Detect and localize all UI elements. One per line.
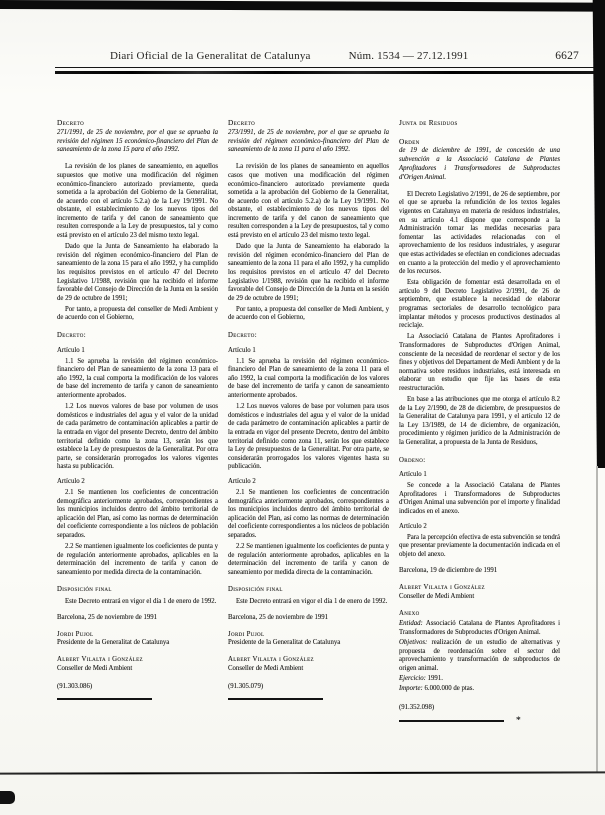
scan-corner-smudge	[0, 791, 15, 804]
section-label: Decreto:	[228, 332, 257, 339]
paragraph: En base a las atribuciones que me otorga el artículo 8.2 de la Ley 2/1990, de 28 de diciembre, de presupuestos de la Generalitat de Catalunya para 1991, y el artículo 12 de la Ley 13/1989, de 14 de diciembre, de organización, procedimiento y régimen jurídico de la Administración de la Generalitat, a propuesta de la Junta de Residuos,	[399, 395, 560, 446]
journal-title: Diari Oficial de la Generalitat de Catalunya	[110, 50, 311, 62]
signature-title: Conseller de Medi Ambient	[228, 664, 304, 672]
paragraph: La revisión de los planes de saneamiento, en aquellos supuestos que motive una modificación del régimen económico-financiero autorizado previamente, queda sometida a la aprobación del Gobierno de la Generalitat, de acuerdo con el artículo 5.2.a) de la Ley 19/1991. No obstante, el establecimiento de los nuevos tipos del incremento de tarifa y del canon de saneamiento que resulten corresponde a la Ley de presupuestos, tal y como está previsto en el artículo 23 del mismo texto legal.	[57, 163, 218, 240]
doc-reference: (91.305.079)	[228, 683, 264, 691]
section-end-rule	[57, 698, 218, 700]
scan-edge-right-faint	[596, 466, 598, 772]
paragraph: Para la percepción efectiva de esta subvención se tendrá que presentar previamente la documentación indicada en el objeto del anexo.	[399, 533, 560, 558]
article-heading: Artículo 2	[228, 477, 256, 485]
doc-reference: (91.303.086)	[57, 683, 93, 691]
signature-title: Presidente de la Generalitat de Catalunya	[228, 639, 341, 647]
signature-title: Conseller de Medi Ambient	[399, 592, 475, 600]
paragraph: Este Decreto entrará en vigor el día 1 de enero de 1992.	[236, 597, 388, 605]
signature-name: Albert Vilalta i González	[399, 584, 485, 592]
end-rule-line	[228, 698, 323, 700]
annex-item: Objetivos: realización de un estudio de alternativas y propuesta de reordenación sobre el sector del aprovechamiento y transformación de subproductos de origen animal.	[399, 639, 561, 672]
article-heading: Artículo 2	[57, 477, 85, 485]
section-label: Disposición final	[57, 586, 112, 594]
bottom-page-rule	[0, 771, 605, 774]
dateline: Barcelona, 25 de noviembre de 1991	[228, 614, 329, 622]
decree-title: 273/1991, de 25 de noviembre, por el que se aprueba la revisión del régimen económico-financiero del Plan de saneamiento de la zona 11 para el año 1992.	[228, 128, 389, 154]
decree-title: 271/1991, de 25 de noviembre, por el que se aprueba la revisión del régimen 15 económico-financiero del Plan de saneamiento de la zona 15 para el año 1992.	[57, 128, 218, 154]
column-junta-residuos	[399, 118, 561, 727]
article-heading: Artículo 2	[399, 522, 427, 530]
paragraph: Esta obligación de fomentar está desarrollada en el artículo 9 del Decreto Legislativo 2/1991, de 26 de septiembre, que establece la necesidad de elaborar programas sectoriales de desarrollo tecnológico para implantar métodos y procesos productivos destinados al reciclaje.	[399, 279, 560, 330]
paragraph: Este Decreto entrará en vigor el día 1 de enero de 1992.	[65, 597, 217, 605]
section-heading: Decreto	[57, 118, 85, 127]
paragraph: 2.2 Se mantienen igualmente los coeficientes de punta y de regulación anteriormente aprobados, aplicables en la determinación del incremento de tarifa y canon de saneamiento por medida directa de la contaminación.	[57, 543, 218, 576]
paragraph: Se concede a la Associació Catalana de Plantes Aprofitadores i Transformadores de Subproductes d'Origen Animal una subvención por el importe y finalidad indicados en el anexo.	[399, 482, 560, 515]
asterisk-mark: *	[516, 716, 521, 727]
doc-reference: (91.352.098)	[399, 703, 435, 711]
dateline: Barcelona, 19 de diciembre de 1991	[399, 567, 498, 575]
annex-item: Importe: 6.000.000 de ptas.	[399, 685, 475, 692]
section-label: Decreto:	[57, 332, 86, 339]
signature-name: Albert Vilalta i González	[228, 655, 314, 663]
content-columns	[57, 118, 561, 727]
agency-heading: Junta de Residuos	[399, 118, 458, 127]
paragraph: 2.1 Se mantienen los coeficientes de concentración demográfica anteriormente aprobados, correspondientes a los municipios incluidos dentro del ámbito territorial de aplicación del Plan, así como las normas de determinación del coeficiente correspondientes a los núcleos de población separados.	[228, 489, 389, 539]
dateline: Barcelona, 25 de noviembre de 1991	[57, 614, 158, 622]
section-label: Ordeno:	[399, 456, 426, 464]
paragraph: La Associació Catalana de Plantes Aprofitadores i Transformadores de Subproductes d'Origen Animal, consciente de la necesidad de reordenar el sector y de los fines y objetivos del Departament de Medi Ambient y de la normativa sobre residuos industriales, está interesada en elaborar un estudio que fije las bases de esta reestructuración.	[399, 333, 560, 392]
paragraph: 1.1 Se aprueba la revisión del régimen económico-financiero del Plan de saneamiento de la zona 11 para el año 1992, la cual comporta la modificación de los valores de base del incremento de tarifa y canon de saneamiento anteriormente aprobados.	[228, 357, 389, 400]
section-heading: Orden	[399, 136, 420, 146]
article-heading: Artículo 1	[57, 346, 85, 354]
annex-item: Entidad: Associació Catalana de Plantes Aprofitadores i Transformadores de Subproductes d'Origen Animal.	[399, 620, 560, 636]
paragraph: 1.2 Los nuevos valores de base por volumen para usos domésticos e industriales del agua y el valor de la unidad de cada parámetro de contaminación aplicables a partir de la entrada en vigor del presente Decreto, dentro del ámbito territorial definido como zona 11, serán los que establece la Ley de presupuestos de la Generalitat. Por otra parte, se considerarán prorrogados los valores vigentes hasta su publicación.	[228, 403, 389, 471]
paragraph: 2.2 Se mantienen igualmente los coeficientes de punta y de regulación anteriormente aprobados, aplicables en la determinación del incremento de tarifa y canon de saneamiento por medida directa de la contaminación.	[228, 543, 389, 576]
section-end-rule	[399, 716, 560, 727]
paragraph: Por tanto, a propuesta del conseller de Medi Ambient, y de acuerdo con el Gobierno,	[228, 305, 389, 322]
issue-number-date: Núm. 1534 — 27.12.1991	[348, 50, 469, 62]
signature-title: Presidente de la Generalitat de Catalunya	[57, 639, 170, 647]
article-heading: Artículo 1	[399, 471, 427, 479]
column-decreto-271	[57, 119, 218, 724]
header-rules	[55, 67, 605, 74]
annex-field-label: Ejercicio:	[399, 674, 428, 682]
paragraph: 1.2 Los nuevos valores de base por volumen de usos domésticos e industriales del agua y el valor de la unidad de cada parámetro de contaminación aplicables a partir de la entrada en vigor del presente Decreto, dentro del ámbito territorial definido como la zona 13, serán los que establece la Ley de presupuestos de la Generalitat. Por otra parte, se considerarán prorrogados los valores vigentes hasta su publicación.	[57, 403, 218, 471]
page-number: 6627	[555, 50, 579, 62]
decree-title: de 19 de diciembre de 1991, de concesión de una subvención a la Associació Catalana de Plantes Aprofitadores i Transformadores de Subproductes d'Origen Animal.	[399, 147, 560, 181]
annex-item: Ejercicio: 1991.	[399, 674, 443, 682]
column-decreto-273	[228, 119, 389, 724]
signature-name: Jordi Pujol	[57, 630, 94, 638]
signature-name: Albert Vilalta i González	[57, 655, 143, 663]
header-rule-thin	[55, 67, 605, 68]
paragraph: 2.1 Se mantienen los coeficientes de concentración demográfica anteriormente aprobados, correspondientes a los municipios incluidos dentro del ámbito territorial de aplicación del Plan, así como las normas de determinación del coeficiente correspondiente a los núcleos de población separados.	[57, 489, 218, 539]
signature-title: Conseller de Medi Ambient	[57, 664, 133, 672]
paragraph: 1.1 Se aprueba la revisión del régimen económico-financiero del Plan de saneamiento de la zona 13 para el año 1992, la cual comporta la modificación de los valores de base del incremento de tarifa y canon de saneamiento anteriormente aprobados.	[57, 357, 218, 400]
paragraph: El Decreto Legislativo 2/1991, de 26 de septiembre, por el que se aprueba la refundición de los textos legales vigentes en Catalunya en materia de residuos industriales, en su artículo 4.1 dispone que corresponde a la Administración tomar las medidas necesarias para fomentar las actividades relacionadas con el aprovechamiento de los residuos industriales, y asegurar que estas actividades se efectúan en condiciones adecuadas en cuanto a la protección del medio y el aprovechamiento de los recursos.	[399, 190, 560, 276]
section-heading: Decreto	[228, 118, 256, 127]
annex-field-label: Entidad:	[399, 620, 426, 628]
section-label: Disposición final	[228, 586, 283, 594]
end-rule-line	[57, 698, 152, 700]
section-end-rule	[228, 698, 389, 700]
paragraph: Dado que la Junta de Saneamiento ha elaborado la revisión del régimen económico-financiero del Plan de saneamiento de la zona 11 para el año 1992, y ha cumplido los requisitos previstos en el artículo 47 del Decreto Legislativo 1/1988, revisión que ha recibido el informe favorable del Consejo de Dirección de la Junta en la sesión de 29 de octubre de 1991;	[228, 243, 389, 302]
paragraph: Dado que la Junta de Saneamiento ha elaborado la revisión del régimen económico-financiero del Plan de saneamiento de la zona 15 para el año 1992, y ha cumplido los requisitos previstos en el artículo 47 del Decreto Legislativo 1/1988, revisión que ha recibido el informe favorable del Consejo de Dirección de la Junta en la sesión de 29 de octubre de 1991;	[57, 243, 218, 302]
end-rule-line	[399, 720, 504, 722]
section-label: Anexo	[399, 610, 420, 618]
header-rule-thick	[55, 71, 605, 74]
signature-name: Jordi Pujol	[228, 630, 265, 638]
paragraph: Por tanto, a propuesta del conseller de Medi Ambient y de acuerdo con el Gobierno,	[57, 305, 218, 322]
paragraph: La revisión de los planes de saneamiento en aquellos casos que motiven una modificación del régimen económico-financiero autorizado previamente queda sometida a la aprobación del Gobierno de la Generalitat, de acuerdo con el artículo 5.2.a) de la Ley 19/1991. No obstante, el establecimiento de los nuevos tipos del incremento de tarifa y del canon de saneamiento que resulten corresponden a la Ley de presupuestos, tal y como está previsto en el artículo 23 del mismo texto legal.	[228, 163, 389, 240]
annex-field-label: Objetivos:	[399, 639, 432, 647]
annex-field-label: Importe:	[399, 685, 425, 692]
article-heading: Artículo 1	[228, 346, 256, 354]
